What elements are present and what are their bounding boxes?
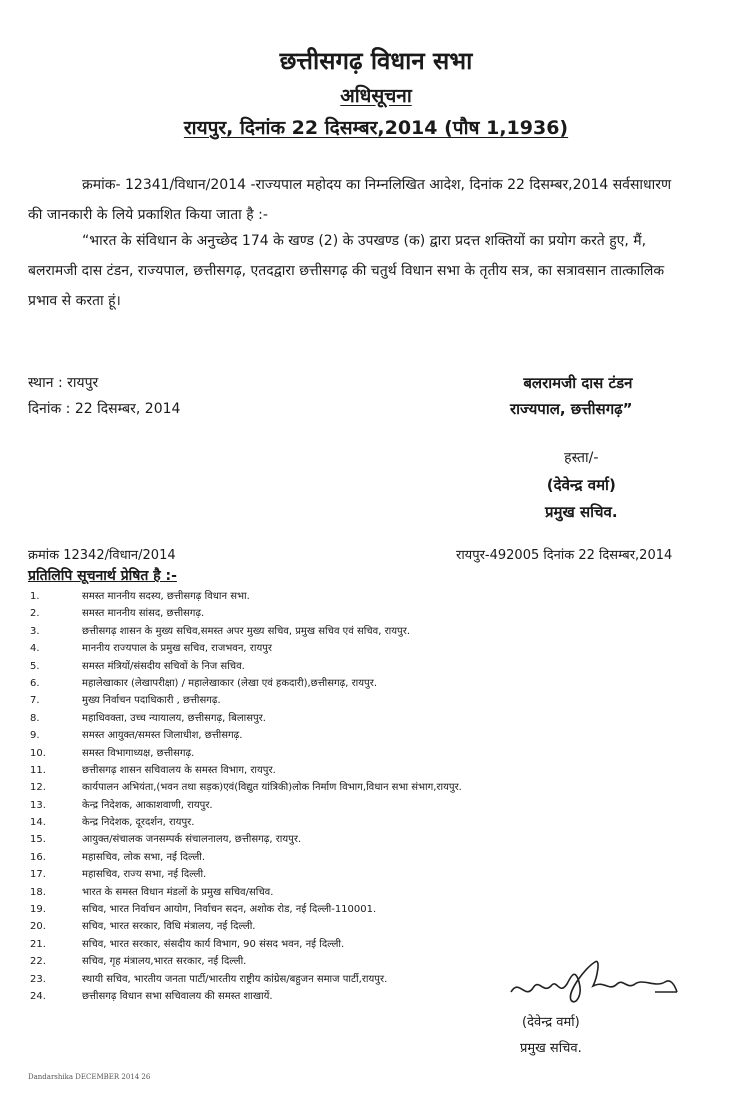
recipient-number: 17. (30, 869, 46, 881)
recipient-number: 13. (30, 799, 46, 811)
recipient-item (30, 727, 720, 744)
recipient-item (30, 675, 720, 692)
recipient-item (30, 814, 720, 831)
governor-order-paragraph: “भारत के संविधान के अनुच्छेद 174 के खण्ड (2) के उपखण्ड (क) द्वारा प्रदत्त शक्तियों का प्रयोग करते हुए, मैं, बलरामजी दास टंडन, राज्यपाल, छत्तीसगढ़, एतदद्वारा छत्तीसगढ़ की चतुर्थ विधान सभा के तृतीय सत्र, का सत्रावसान तात्कालिक प्रभाव से करता हूं। (28, 233, 665, 309)
order-intro-paragraph: क्रमांक- 12341/विधान/2014 -राज्यपाल महोदय का निम्नलिखित आदेश, दिनांक 22 दिसम्बर,2014 सर्वसाधारण की जानकारी के लिये प्रकाशित किया जाता है :- (28, 177, 672, 223)
recipient-number: 8. (30, 712, 40, 724)
recipient-number: 22. (30, 956, 46, 968)
recipient-text: सचिव, भारत निर्वाचन आयोग, निर्वाचन सदन, अशोक रोड, नई दिल्ली-110001. (82, 904, 377, 916)
recipient-text: सचिव, भारत सरकार, संसदीय कार्य विभाग, 90 संसद भवन, नई दिल्ली. (82, 938, 345, 950)
recipient-text: छत्तीसगढ़ शासन के मुख्य सचिव,समस्त अपर मुख्य सचिव, प्रमुख सचिव एवं सचिव, रायपुर. (82, 625, 410, 637)
recipient-number: 21. (30, 938, 46, 950)
assembly-title: छत्तीसगढ़ विधान सभा (279, 47, 473, 75)
final-signature-block (520, 1010, 582, 1062)
recipient-number: 9. (30, 730, 40, 742)
recipient-text: महासचिव, राज्य सभा, नई दिल्ली. (82, 869, 207, 881)
recipient-number: 7. (30, 695, 40, 707)
recipient-text: माननीय राज्यपाल के प्रमुख सचिव, राजभवन, रायपुर (82, 643, 273, 655)
governor-name: बलरामजी दास टंडन (523, 374, 633, 392)
place-text: स्थान : रायपुर (28, 375, 99, 391)
place-date-block (28, 370, 180, 422)
recipient-item (30, 640, 720, 657)
recipient-text: आयुक्त/संचालक जनसम्पर्क संचालनालय, छत्तीसगढ़, रायपुर. (82, 834, 302, 846)
recipient-number: 10. (30, 747, 46, 759)
recipient-item (30, 797, 720, 814)
governor-designation: राज्यपाल, छत्तीसगढ़” (510, 400, 633, 418)
recipient-text: छत्तीसगढ़ विधान सभा सचिवालय की समस्त शाखायें. (82, 990, 273, 1002)
recipient-item (30, 605, 720, 622)
recipient-item (30, 710, 720, 727)
recipient-text: सचिव, भारत सरकार, विधि मंत्रालय, नई दिल्ली. (82, 921, 256, 933)
recipient-item (30, 831, 720, 848)
recipient-number: 5. (30, 660, 40, 672)
recipient-item (30, 884, 720, 901)
recipient-text: महाधिवक्ता, उच्च न्यायालय, छत्तीसगढ़, बिलासपुर. (82, 712, 266, 724)
recipient-number: 24. (30, 990, 46, 1002)
recipient-item (30, 779, 720, 796)
recipient-number: 6. (30, 677, 40, 689)
recipient-item (30, 588, 720, 605)
recipient-item (30, 849, 720, 866)
governor-signature-block (510, 370, 632, 422)
secretary-name: (देवेन्द्र वर्मा) (546, 476, 616, 494)
recipient-text: भारत के समस्त विधान मंडलों के प्रमुख सचिव/सचिव. (82, 886, 274, 898)
recipient-text: मुख्य निर्वाचन पदाधिकारी , छत्तीसगढ़. (82, 695, 221, 707)
recipient-item (30, 901, 720, 918)
recipient-text: महालेखाकार (लेखापरीक्षा) / महालेखाकार (लेखा एवं हकदारी),छत्तीसगढ़, रायपुर. (82, 677, 378, 689)
recipient-number: 1. (30, 591, 40, 602)
recipient-number: 18. (30, 886, 46, 898)
final-secretary-designation: प्रमुख सचिव. (520, 1041, 582, 1056)
copy-heading: प्रतिलिपि सूचनार्थ प्रेषित है :- (28, 568, 177, 584)
recipient-text: समस्त मंत्रियों/संसदीय सचिवों के निज सचिव. (82, 660, 245, 672)
signed-text: हस्ता/- (564, 450, 599, 466)
copy-order-date: रायपुर-492005 दिनांक 22 दिसम्बर,2014 (456, 548, 673, 563)
recipient-list (30, 588, 720, 1005)
page-footer: Dandarshika DECEMBER 2014 26 (28, 1073, 151, 1081)
recipient-number: 14. (30, 817, 46, 829)
recipient-text: छत्तीसगढ़ शासन सचिवालय के समस्त विभाग, रायपुर. (82, 764, 276, 776)
recipient-item (30, 745, 720, 762)
recipient-text: कार्यपालन अभियंता,(भवन तथा सड़क)एवं(विद्युत यांत्रिकी)लोक निर्माण विभाग,विधान सभा संभाग,रायपुर. (82, 782, 462, 794)
recipient-number: 16. (30, 851, 46, 863)
recipient-item (30, 658, 720, 675)
final-secretary-name: (देवेन्द्र वर्मा) (522, 1015, 580, 1030)
recipient-text: केन्द्र निदेशक, आकाशवाणी, रायपुर. (82, 799, 213, 811)
recipient-number: 19. (30, 904, 46, 916)
recipient-text: समस्त माननीय सदस्य, छत्तीसगढ़ विधान सभा. (82, 591, 250, 602)
recipient-text: समस्त आयुक्त/समस्त जिलाधीश, छत्तीसगढ़. (82, 730, 243, 742)
notification-heading: अधिसूचना (340, 85, 412, 107)
recipient-item (30, 623, 720, 640)
date-line: रायपुर, दिनांक 22 दिसम्बर,2014 (पौष 1,1936) (183, 117, 569, 139)
recipient-number: 23. (30, 973, 46, 985)
recipient-item (30, 692, 720, 709)
recipient-number: 20. (30, 921, 46, 933)
recipient-number: 15. (30, 834, 46, 846)
recipient-item (30, 866, 720, 883)
secretary-signature-block (545, 445, 618, 526)
recipient-number: 4. (30, 643, 40, 655)
copy-order-number: क्रमांक 12342/विधान/2014 (28, 548, 176, 563)
recipient-text: महासचिव, लोक सभा, नई दिल्ली. (82, 851, 206, 863)
date-text: दिनांक : 22 दिसम्बर, 2014 (28, 401, 181, 417)
recipient-text: समस्त विभागाध्यक्ष, छत्तीसगढ़. (82, 747, 195, 759)
recipient-item (30, 762, 720, 779)
recipient-text: सचिव, गृह मंत्रालय,भारत सरकार, नई दिल्ली. (82, 956, 247, 968)
recipient-number: 11. (30, 764, 46, 776)
recipient-item (30, 918, 720, 935)
recipient-number: 3. (30, 625, 40, 637)
signature-scribble-icon (505, 948, 685, 1018)
recipient-text: समस्त माननीय सांसद, छत्तीसगढ़. (82, 608, 205, 620)
recipient-number: 12. (30, 782, 46, 794)
secretary-designation: प्रमुख सचिव. (545, 503, 618, 521)
recipient-text: स्थायी सचिव, भारतीय जनता पार्टी/भारतीय राष्ट्रीय कांग्रेस/बहुजन समाज पार्टी,रायपुर. (82, 973, 388, 985)
recipient-number: 2. (30, 608, 40, 620)
recipient-text: केन्द्र निदेशक, दूरदर्शन, रायपुर. (82, 817, 195, 829)
